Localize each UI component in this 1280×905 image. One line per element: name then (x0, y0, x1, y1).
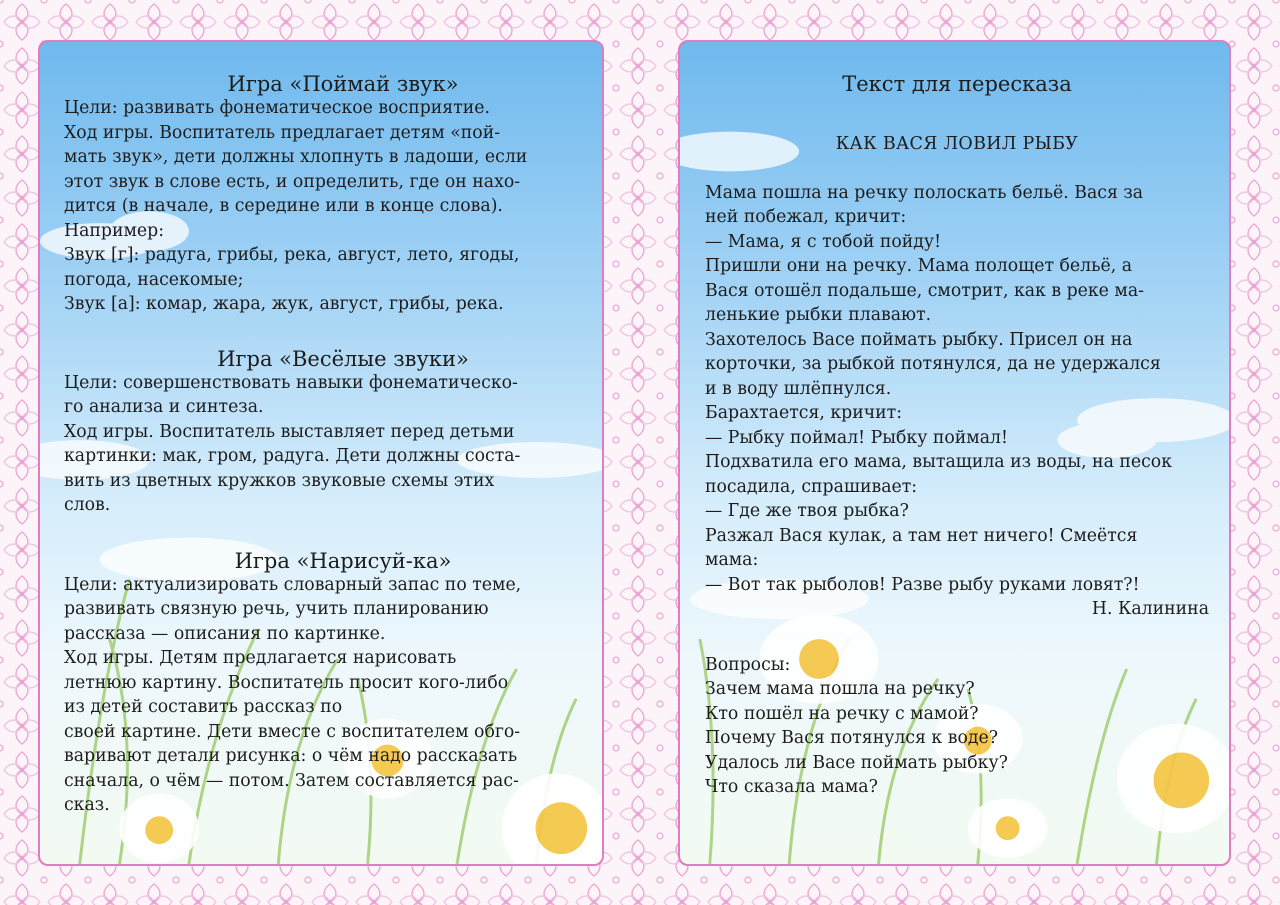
game1-line: дится (в начале, в середине или в конце слова). (64, 196, 503, 216)
story-author: Н. Калинина (1091, 599, 1209, 619)
game1-line: этот звук в слове есть, и определить, где он нахо- (64, 171, 521, 192)
story-line: Захотелось Васе поймать рыбку. Присел он на (705, 329, 1133, 350)
game3-line: сначала, о чём — потом. Затем составляется рас- (64, 770, 519, 791)
story-title: КАК ВАСЯ ЛОВИЛ РЫБУ (835, 134, 1079, 154)
game2-title: Игра «Весёлые звуки» (217, 346, 469, 371)
game1-title: Игра «Поймай звук» (227, 72, 459, 96)
questions-list (705, 677, 1209, 800)
story-line: Барахтается, кричит: (705, 403, 903, 423)
question-item: Кто пошёл на речку с мамой? (705, 703, 979, 724)
story-line: ленькие рыбки плавают. (705, 305, 932, 325)
story-line: и в воду шлёпнулся. (705, 378, 892, 399)
game3-line: развивать связную речь, учить планированию (64, 599, 489, 619)
game3-body (64, 573, 582, 818)
game2-line: вить из цветных кружков звуковые схемы этих (64, 470, 495, 491)
game2-line: картинки: мак, гром, радуга. Дети должны соста- (64, 446, 521, 466)
question-item: Удалось ли Васе поймать рыбку? (705, 752, 1008, 773)
right-page (678, 40, 1231, 866)
question-item: Что сказала мама? (705, 777, 878, 797)
question-item: Почему Вася потянулся к воде? (705, 728, 998, 748)
game3-line: из детей составить рассказ по (64, 697, 343, 717)
game3-line: Цели: актуализировать словарный запас по теме, (64, 574, 522, 595)
game3-line: сказ. (64, 795, 110, 815)
game1-body (64, 96, 582, 317)
story-line: — Мама, я с тобой пойду! (705, 231, 942, 252)
game2-line: Цели: совершенствовать навыки фонематическо- (64, 372, 518, 393)
game1-line: Например: (64, 220, 165, 241)
story-line: мама: (705, 550, 759, 570)
game2-line: Ход игры. Воспитатель выставляет перед детьми (64, 421, 515, 442)
story-line: корточки, за рыбкой потянулся, да не удержался (705, 354, 1161, 374)
story-line: Разжал Вася кулак, а там нет ничего! Смеётся (705, 525, 1138, 546)
story-line: — Где же твоя рыбка? (705, 501, 909, 521)
game3-line: своей картине. Дети вместе с воспитателем обго- (64, 721, 521, 742)
question-item: Зачем мама пошла на речку? (705, 679, 975, 699)
story-line: Пришли они на речку. Мама полощет бельё, а (705, 256, 1133, 276)
left-page (38, 40, 604, 866)
game3-title: Игра «Нарисуй-ка» (234, 548, 452, 573)
right-page-heading: Текст для пересказа (842, 72, 1072, 96)
story-line: Подхватила его мама, вытащила из воды, на песок (705, 452, 1172, 472)
questions-label: Вопросы: (705, 654, 791, 675)
game1-line: погода, насекомые; (64, 269, 244, 290)
story-body (705, 181, 1209, 598)
story-line: — Рыбку поймал! Рыбку поймал! (705, 427, 1008, 448)
game1-line: мать звук», дети должны хлопнуть в ладоши, если (64, 147, 528, 167)
game2-line: го анализа и синтеза. (64, 397, 264, 417)
story-line: ней побежал, кричит: (705, 207, 907, 227)
game3-line: Ход игры. Детям предлагается нарисовать (64, 648, 457, 668)
story-line: Мама пошла на речку полоскать бельё. Вася за (705, 182, 1144, 203)
game2-body (64, 371, 582, 518)
story-line: — Вот так рыболов! Разве рыбу руками ловят?! (705, 574, 1140, 595)
game3-line: летнюю картину. Воспитатель просит кого-либо (64, 672, 509, 693)
game1-line: Звук [г]: радуга, грибы, река, август, лето, ягоды, (64, 245, 520, 265)
game1-line: Ход игры. Воспитатель предлагает детям «пой- (64, 122, 501, 143)
game1-line: Звук [а]: комар, жара, жук, август, грибы, река. (64, 294, 504, 314)
game3-line: рассказа — описания по картинке. (64, 623, 386, 644)
game1-line: Цели: развивать фонематическое восприятие. (64, 98, 491, 118)
story-line: Вася отошёл подальше, смотрит, как в реке ма- (705, 280, 1144, 301)
game3-line: варивают детали рисунка: о чём надо рассказать (64, 746, 518, 766)
story-line: посадила, спрашивает: (705, 476, 918, 497)
game2-line: слов. (64, 495, 111, 515)
